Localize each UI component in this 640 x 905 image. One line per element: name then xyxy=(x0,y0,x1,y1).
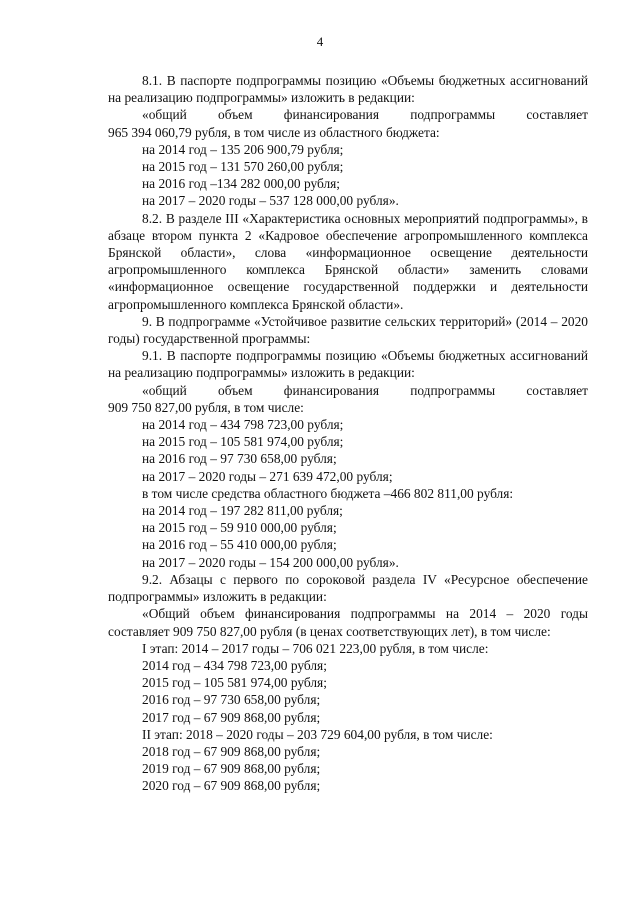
paragraph-8-1-year-2016: на 2016 год –134 282 000,00 рубля; xyxy=(142,176,341,192)
paragraph-9-1-year-2015: на 2015 год – 105 581 974,00 рубля; xyxy=(142,434,344,450)
stage-2-year-2018: 2018 год – 67 909 868,00 рубля; xyxy=(142,743,321,759)
paragraph-9-1: 9.1. В паспорте подпрограммы позицию «Объемы бюджетных ассигнований на реализацию подпрограммы» изложить в редакции: xyxy=(108,348,588,381)
paragraph-9-2: 9.2. Абзацы с первого по сороковой раздела IV «Ресурсное обеспечение подпрограммы» изложить в редакции: xyxy=(108,571,588,605)
paragraph-9-1-regional-budget: в том числе средства областного бюджета –466 802 811,00 рубля: xyxy=(142,485,514,501)
stage-1-year-2016: 2016 год – 97 730 658,00 рубля; xyxy=(142,692,321,708)
paragraph-8-2: 8.2. В разделе III «Характеристика основных мероприятий подпрограммы», в абзаце втором пункта 2 «Кадровое обеспечение агропромышленного комплекса Брянской области», слова «информационное освещение деятельности агропромышленного комплекса Брянской области» заменить словами «информационное освещение государственной поддержки и деятельности агропромышленного комплекса Брянской области». xyxy=(108,210,588,312)
paragraph-8-1-year-2014: на 2014 год – 135 206 900,79 рубля; xyxy=(142,141,344,157)
stage-1-summary: I этап: 2014 – 2017 годы – 706 021 223,00 рубля, в том числе: xyxy=(142,640,489,656)
paragraph-9-1-regional-2015: на 2015 год – 59 910 000,00 рубля; xyxy=(142,520,337,536)
stage-1-year-2017: 2017 год – 67 909 868,00 рубля; xyxy=(142,709,321,725)
stage-2-summary: II этап: 2018 – 2020 годы – 203 729 604,00 рубля, в том числе: xyxy=(142,726,493,742)
paragraph-8-1-total-line1: «общий объем финансирования подпрограммы составляет xyxy=(142,107,588,123)
paragraph-8-1-year-2017-2020: на 2017 – 2020 годы – 537 128 000,00 рубля». xyxy=(142,193,399,209)
stage-2-year-2019: 2019 год – 67 909 868,00 рубля; xyxy=(142,761,321,777)
paragraph-9-1-regional-2014: на 2014 год – 197 282 811,00 рубля; xyxy=(142,503,343,519)
paragraph-9-1-regional-2016: на 2016 год – 55 410 000,00 рубля; xyxy=(142,537,337,553)
paragraph-9-1-total-line1: «общий объем финансирования подпрограммы составляет xyxy=(142,382,588,398)
paragraph-9-2-total: «Общий объем финансирования подпрограммы на 2014 – 2020 годы составляет 909 750 827,00 рубля (в ценах соответствующих лет), в том числе: xyxy=(108,606,588,639)
paragraph-8-1-total-line2: 965 394 060,79 рубля, в том числе из областного бюджета: xyxy=(108,124,440,140)
stage-2-year-2020: 2020 год – 67 909 868,00 рубля; xyxy=(142,778,321,794)
paragraph-9-1-total-line2: 909 750 827,00 рубля, в том числе: xyxy=(108,399,304,415)
page-number: 4 xyxy=(316,34,324,49)
document-body xyxy=(108,72,588,795)
paragraph-9-1-year-2016: на 2016 год – 97 730 658,00 рубля; xyxy=(142,451,337,467)
paragraph-9-1-year-2017-2020: на 2017 – 2020 годы – 271 639 472,00 рубля; xyxy=(142,468,393,484)
paragraph-9-1-year-2014: на 2014 год – 434 798 723,00 рубля; xyxy=(142,417,344,433)
paragraph-8-1: 8.1. В паспорте подпрограммы позицию «Объемы бюджетных ассигнований на реализацию подпрограммы» изложить в редакции: xyxy=(108,73,588,106)
paragraph-9: 9. В подпрограмме «Устойчивое развитие сельских территорий» (2014 – 2020 годы) государственной программы: xyxy=(108,313,588,347)
stage-1-year-2015: 2015 год – 105 581 974,00 рубля; xyxy=(142,675,327,691)
paragraph-9-1-regional-2017-2020: на 2017 – 2020 годы – 154 200 000,00 рубля». xyxy=(142,554,399,570)
paragraph-8-1-year-2015: на 2015 год – 131 570 260,00 рубля; xyxy=(142,159,344,175)
stage-1-year-2014: 2014 год – 434 798 723,00 рубля; xyxy=(142,657,327,673)
